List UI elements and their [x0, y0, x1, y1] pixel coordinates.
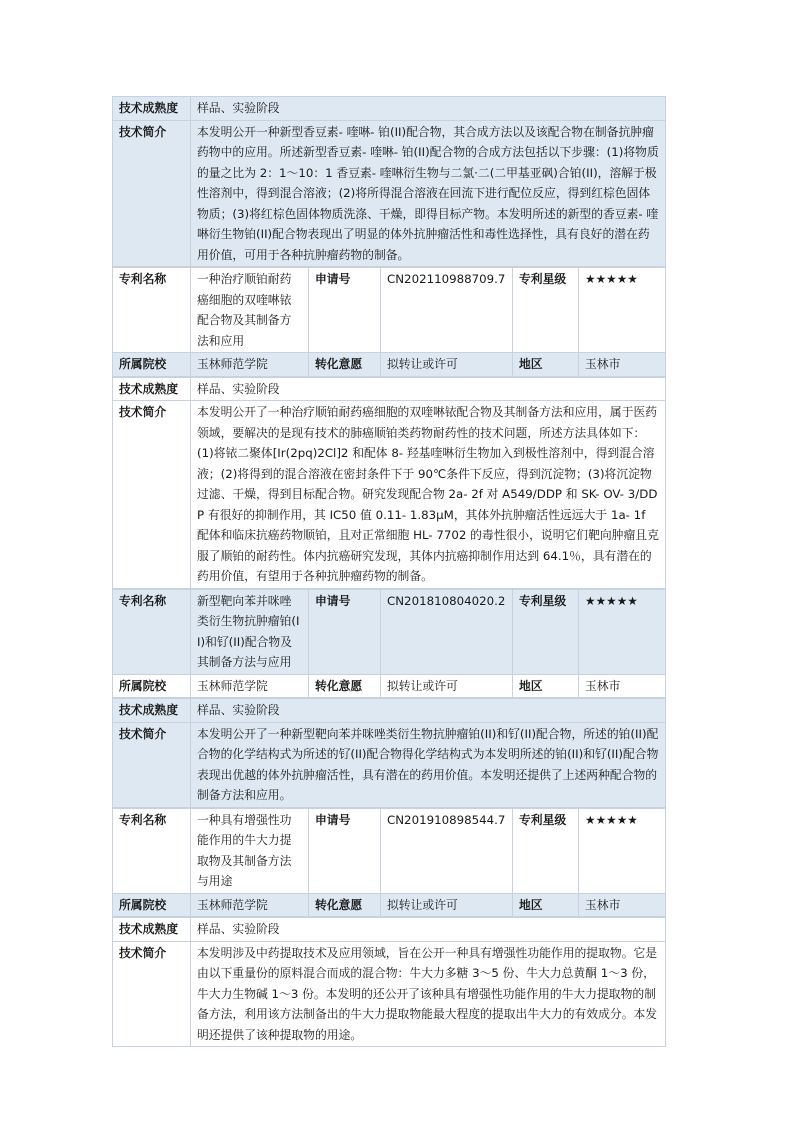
- app-no-value: CN201810804020.2: [381, 589, 513, 674]
- school-value: 玉林师范学院: [191, 893, 309, 917]
- summary-row: [113, 941, 666, 1047]
- star-level-label: 专利星级: [513, 268, 579, 353]
- region-label: 地区: [513, 353, 579, 377]
- transfer-value: 拟转让或许可: [381, 893, 513, 917]
- maturity-value: 样品、实验阶段: [191, 97, 666, 121]
- school-label: 所属院校: [113, 674, 191, 698]
- summary-row: [113, 401, 666, 589]
- transfer-label: 转化意愿: [309, 674, 381, 698]
- summary-row: [113, 120, 666, 267]
- school-row: [113, 353, 666, 377]
- app-no-value: CN202110988709.7: [381, 268, 513, 353]
- maturity-label: 技术成熟度: [113, 699, 191, 723]
- transfer-label: 转化意愿: [309, 353, 381, 377]
- transfer-value: 拟转让或许可: [381, 353, 513, 377]
- star-rating: ★★★★★: [579, 808, 666, 893]
- maturity-value: 样品、实验阶段: [191, 699, 666, 723]
- school-value: 玉林师范学院: [191, 674, 309, 698]
- patent-name-value: 新型靶向苯并咪唑类衍生物抗肿瘤铂(II)和钌(II)配合物及其制备方法与应用: [191, 589, 309, 674]
- summary-row: [113, 722, 666, 807]
- summary-text: 本发明公开一种新型香豆素- 喹啉- 铂(II)配合物，其合成方法以及该配合物在制备抗肿瘤药物中的应用。所述新型香豆素- 喹啉- 铂(II)配合物的合成方法包括以下步骤：(1)将物质的量之比为 2：1～10：1 香豆素- 喹啉衍生物与二氯·二(二甲基亚砜)合铂(II)，溶解于极性溶剂中，得到混合溶液；(2)将所得混合溶液在回流下进行配位反应，得到红棕色固体物质；(3)将红棕色固体物质洗涤、干燥，即得目标产物。本发明所述的新型的香豆素- 喹啉衍生物铂(II)配合物表现出了明显的体外抗肿瘤活性和毒性选择性，具有良好的潜在药用价值，可用于各种抗肿瘤药物的制备。: [191, 120, 666, 267]
- summary-label: 技术简介: [113, 120, 191, 267]
- summary-label: 技术简介: [113, 401, 191, 589]
- app-no-label: 申请号: [309, 808, 381, 893]
- maturity-row: [113, 699, 666, 723]
- patent-record: [112, 267, 666, 589]
- app-no-label: 申请号: [309, 268, 381, 353]
- patent-info-table: [112, 267, 666, 377]
- summary-label: 技术简介: [113, 722, 191, 807]
- school-row: [113, 893, 666, 917]
- patent-detail-table: [112, 698, 666, 808]
- patent-detail-table: [112, 917, 666, 1047]
- region-value: 玉林市: [579, 674, 666, 698]
- maturity-value: 样品、实验阶段: [191, 377, 666, 401]
- patent-record: [112, 589, 666, 808]
- school-row: [113, 674, 666, 698]
- patent-name-value: 一种治疗顺铂耐药癌细胞的双喹啉铱配合物及其制备方法和应用: [191, 268, 309, 353]
- summary-label: 技术简介: [113, 941, 191, 1047]
- summary-text: 本发明涉及中药提取技术及应用领域，旨在公开一种具有增强性功能作用的提取物。它是由以下重量份的原料混合而成的混合物：牛大力多糖 3～5 份、牛大力总黄酮 1～3 份，牛大力生物碱 1～3 份。本发明的还公开了该种具有增强性功能作用的牛大力提取物的制备方法，利用该方法制备出的牛大力提取物能最大程度的提取出牛大力的有效成分。本发明还提供了该种提取物的用途。: [191, 941, 666, 1047]
- star-rating: ★★★★★: [579, 268, 666, 353]
- transfer-label: 转化意愿: [309, 893, 381, 917]
- app-no-label: 申请号: [309, 589, 381, 674]
- head-record-block: [112, 96, 666, 267]
- region-value: 玉林市: [579, 353, 666, 377]
- patent-name-label: 专利名称: [113, 589, 191, 674]
- maturity-row: [113, 377, 666, 401]
- patent-info-table: [112, 589, 666, 699]
- patent-info-table: [112, 808, 666, 918]
- patent-name-value: 一种具有增强性功能作用的牛大力提取物及其制备方法与用途: [191, 808, 309, 893]
- star-level-label: 专利星级: [513, 808, 579, 893]
- patent-record: [112, 808, 666, 1048]
- star-rating: ★★★★★: [579, 589, 666, 674]
- summary-text: 本发明公开了一种治疗顺铂耐药癌细胞的双喹啉铱配合物及其制备方法和应用，属于医药领域，要解决的是现有技术的肺癌顺铂类药物耐药性的技术问题，所述方法具体如下：(1)将铱二聚体[Ir(2pq)2Cl]2 和配体 8- 羟基喹啉衍生物加入到极性溶剂中，得到混合溶液；(2)将得到的混合溶液在密封条件下于 90℃条件下反应，得到沉淀物；(3)将沉淀物过滤、干燥，得到目标配合物。研究发现配合物 2a- 2f 对 A549/DDP 和 SK- OV- 3/DDP 有很好的抑制作用，其 IC50 值 0.11- 1.83μM，其体外抗肿瘤活性远远大于 1a- 1f 配体和临床抗癌药物顺铂，且对正常细胞 HL- 7702 的毒性很小，说明它们靶向肿瘤且克服了顺铂的耐药性。体内抗癌研究发现，其体内抗癌抑制作用达到 64.1％，具有潜在的药用价值，有望用于各种抗肿瘤药物的制备。: [191, 401, 666, 589]
- patent-detail-table: [112, 377, 666, 589]
- maturity-row: [113, 918, 666, 942]
- patent-document: [112, 96, 666, 1047]
- patent-name-label: 专利名称: [113, 268, 191, 353]
- app-no-value: CN201910898544.7: [381, 808, 513, 893]
- patent-name-row: [113, 808, 666, 893]
- school-label: 所属院校: [113, 893, 191, 917]
- maturity-label: 技术成熟度: [113, 377, 191, 401]
- maturity-label: 技术成熟度: [113, 918, 191, 942]
- region-value: 玉林市: [579, 893, 666, 917]
- transfer-value: 拟转让或许可: [381, 674, 513, 698]
- maturity-row: [113, 97, 666, 121]
- school-value: 玉林师范学院: [191, 353, 309, 377]
- head-record-table: [112, 96, 666, 267]
- star-level-label: 专利星级: [513, 589, 579, 674]
- region-label: 地区: [513, 893, 579, 917]
- region-label: 地区: [513, 674, 579, 698]
- school-label: 所属院校: [113, 353, 191, 377]
- maturity-value: 样品、实验阶段: [191, 918, 666, 942]
- summary-text: 本发明公开了一种新型靶向苯并咪唑类衍生物抗肿瘤铂(II)和钌(II)配合物，所述的铂(II)配合物的化学结构式为所述的钌(II)配合物得化学结构式为本发明所述的铂(II)和钌(II)配合物表现出优越的体外抗肿瘤活性，具有潜在的药用价值。本发明还提供了上述两种配合物的制备方法和应用。: [191, 722, 666, 807]
- patent-name-row: [113, 268, 666, 353]
- patent-name-row: [113, 589, 666, 674]
- patent-name-label: 专利名称: [113, 808, 191, 893]
- maturity-label: 技术成熟度: [113, 97, 191, 121]
